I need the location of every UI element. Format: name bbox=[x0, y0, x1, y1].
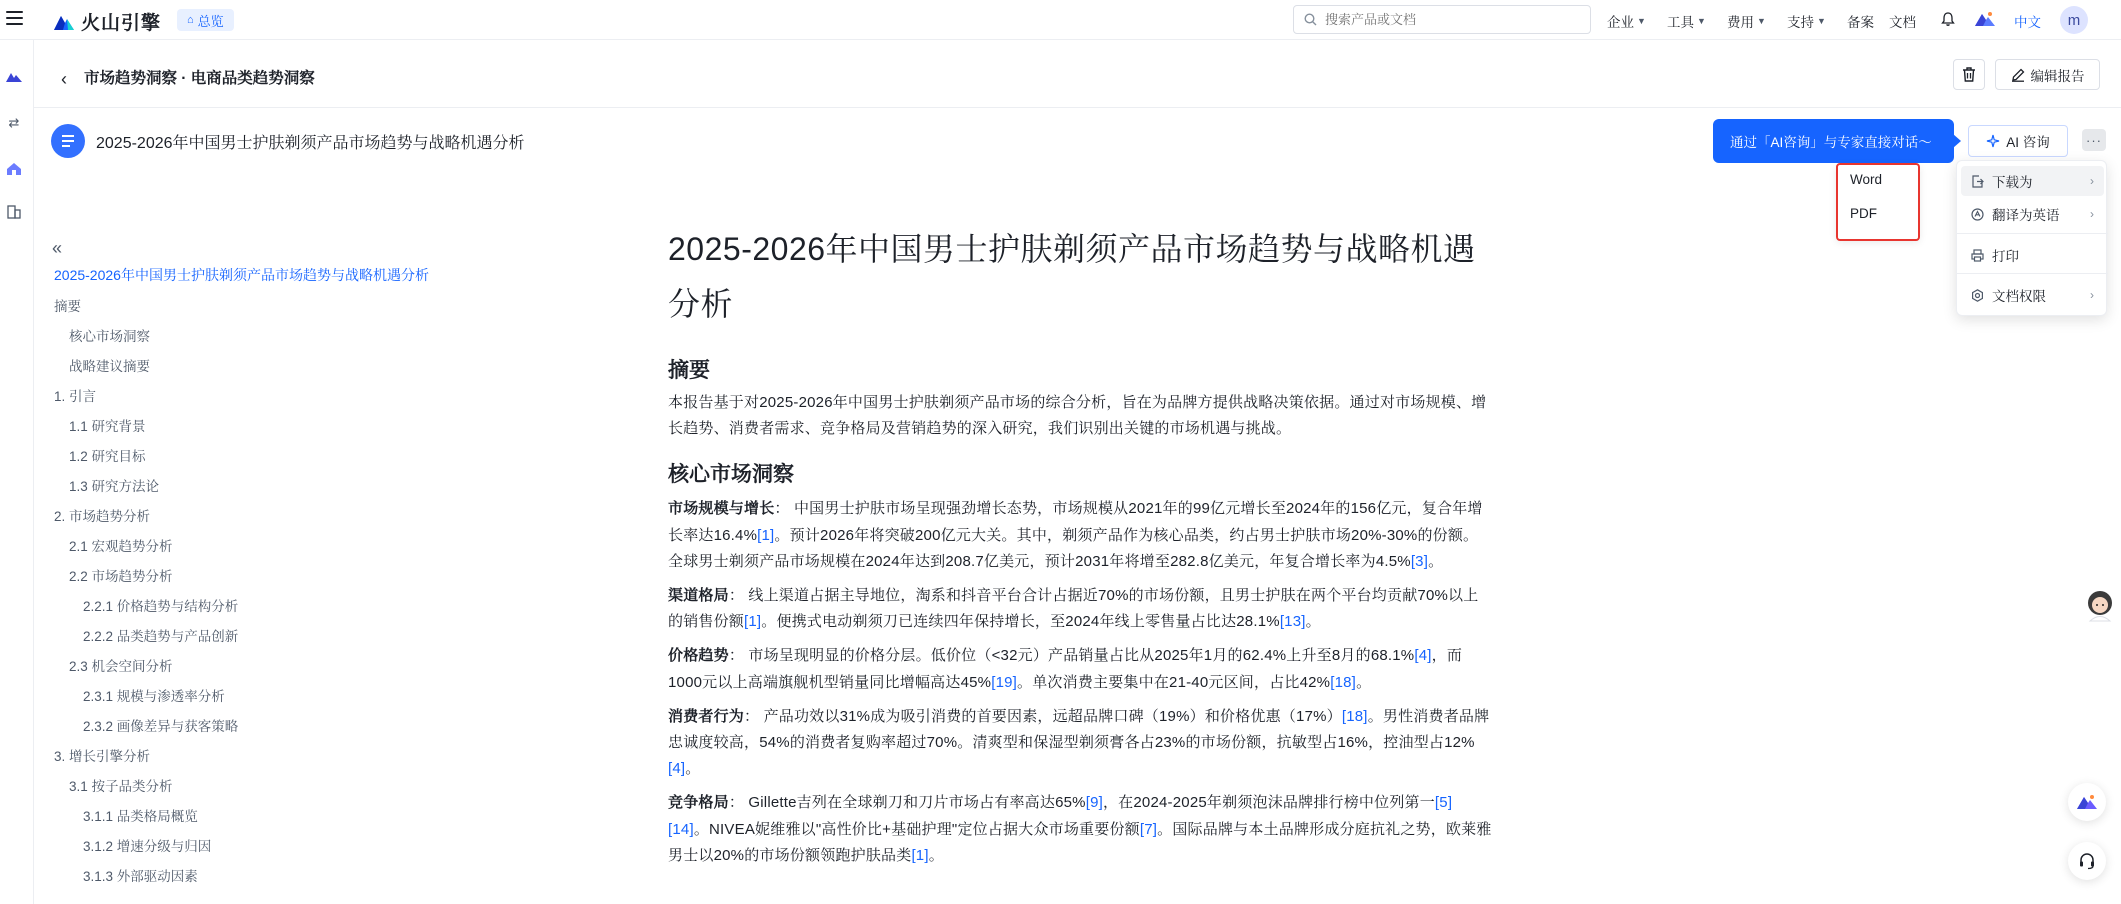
left-rail bbox=[0, 40, 34, 904]
toc-item[interactable]: 2.2 市场趋势分析 bbox=[69, 569, 173, 584]
home-icon: ⌂ bbox=[187, 14, 194, 26]
toc-item[interactable]: 摘要 bbox=[54, 299, 81, 314]
download-pdf-option[interactable]: PDF bbox=[1850, 206, 1877, 221]
more-options-menu bbox=[1956, 160, 2107, 316]
volcano-logo-icon bbox=[53, 13, 75, 31]
paragraph bbox=[668, 390, 1493, 442]
building-icon[interactable] bbox=[4, 202, 24, 222]
paragraph-text: 。 bbox=[1428, 552, 1444, 570]
page-header bbox=[34, 40, 2121, 108]
menu-icon[interactable] bbox=[6, 11, 23, 25]
citation-link[interactable]: [1] bbox=[744, 613, 762, 631]
paragraph-text: 。便携式电动剃须刀已连续四年保持增长，至2024年线上零售量占比达28.1% bbox=[761, 613, 1280, 631]
menu-item-print-label: 打印 bbox=[1992, 249, 2019, 264]
toc-item[interactable]: 1.1 研究背景 bbox=[69, 419, 146, 434]
citation-link[interactable]: [19] bbox=[991, 673, 1018, 691]
home-app-icon[interactable] bbox=[4, 159, 24, 179]
swap-icon[interactable]: ⇄ bbox=[8, 115, 20, 130]
section-heading: 摘要 bbox=[668, 359, 710, 382]
app-logo-icon[interactable] bbox=[4, 67, 24, 87]
chevron-right-icon: › bbox=[2090, 174, 2094, 188]
chevron-down-icon: ▼ bbox=[1697, 16, 1706, 26]
nav-filing-label: 备案 bbox=[1847, 15, 1874, 30]
toc-item[interactable]: 2025-2026年中国男士护肤剃须产品市场趋势与战略机遇分析 bbox=[54, 267, 429, 283]
paragraph-lead: 渠道格局 bbox=[668, 587, 729, 605]
toc-item[interactable]: 2.2.1 价格趋势与结构分析 bbox=[83, 599, 239, 614]
menu-item-permissions[interactable] bbox=[1961, 280, 2104, 310]
menu-item-translate-label: 翻译为英语 bbox=[1992, 208, 2060, 223]
paragraph-text: 。男性消费者品牌忠诚度较高，54%的消费者复购率超过70%。清爽型和保湿型剃须膏各占23%的市场份额，抗敏型占16%，控油型占12% bbox=[668, 707, 1490, 752]
paragraph bbox=[668, 643, 1493, 695]
paragraph-text: 。NIVEA妮维雅以"高性价比+基础护理"定位占据大众市场重要份额 bbox=[693, 820, 1140, 838]
paragraph-text: ，在2024-2025年剃须泡沫品牌排行榜中位列第一 bbox=[1102, 794, 1435, 812]
chevron-right-icon: › bbox=[2090, 207, 2094, 221]
toc-item[interactable]: 2.1 宏观趋势分析 bbox=[69, 539, 173, 554]
toc-item[interactable]: 1.2 研究目标 bbox=[69, 449, 146, 464]
ai-consult-tooltip-text: 通过「AI咨询」与专家直接对话～ bbox=[1730, 135, 1932, 150]
menu-item-download-label: 下载为 bbox=[1992, 175, 2033, 190]
ellipsis-icon: ··· bbox=[2086, 132, 2102, 148]
document-title: 2025-2026年中国男士护肤剃须产品市场趋势与战略机遇分析 bbox=[668, 231, 1476, 322]
citation-link[interactable]: [4] bbox=[1414, 647, 1432, 665]
top-navbar bbox=[0, 0, 2121, 40]
search-input[interactable] bbox=[1325, 12, 1565, 27]
paragraph-text: ： 线上渠道占据主导地位，淘系和抖音平台合计占据近70%的市场份额，且男士护肤在两个平台均贡献70%以上的销售份额 bbox=[668, 587, 1479, 631]
paragraph-text: 。 bbox=[685, 760, 701, 778]
nav-billing-label: 费用 bbox=[1727, 15, 1754, 30]
paragraph-text: ，而1000元以上高端旗舰机型销量同比增幅高达45% bbox=[668, 647, 1463, 691]
citation-link[interactable]: [1] bbox=[757, 526, 775, 544]
mountain-app-icon bbox=[2076, 793, 2098, 811]
toc-item[interactable]: 3.1.3 外部驱动因素 bbox=[83, 869, 198, 884]
paragraph-text: 。 bbox=[1305, 613, 1321, 631]
nav-tools[interactable] bbox=[1667, 11, 1706, 31]
menu-item-download[interactable] bbox=[1961, 166, 2104, 196]
toc-item[interactable]: 3.1 按子品类分析 bbox=[69, 779, 173, 794]
nav-docs[interactable] bbox=[1889, 11, 1916, 31]
customer-service-fab[interactable] bbox=[2068, 842, 2106, 880]
ai-consult-tooltip bbox=[1713, 119, 1954, 163]
paragraph-text: 。单次消费主要集中在21-40元区间，占比42% bbox=[1017, 673, 1331, 691]
paragraph-lead: 竞争格局 bbox=[668, 794, 729, 812]
paragraph bbox=[668, 496, 1493, 575]
menu-item-print[interactable] bbox=[1961, 240, 2104, 270]
citation-link[interactable]: [18] bbox=[1341, 707, 1368, 725]
menu-item-permissions-label: 文档权限 bbox=[1992, 289, 2046, 304]
toc-item[interactable]: 核心市场洞察 bbox=[69, 329, 150, 344]
brand-logo[interactable] bbox=[53, 8, 161, 35]
citation-link[interactable]: [18] bbox=[1330, 673, 1357, 691]
ai-helper-fab[interactable] bbox=[2068, 783, 2106, 821]
citation-link[interactable]: [3] bbox=[1410, 552, 1429, 570]
more-options-button[interactable] bbox=[2082, 129, 2106, 151]
chevron-down-icon: ▼ bbox=[1757, 16, 1766, 26]
chevron-right-icon: › bbox=[2090, 288, 2094, 302]
paragraph-lead: 市场规模与增长 bbox=[668, 500, 775, 518]
nav-docs-label: 文档 bbox=[1889, 15, 1916, 30]
breadcrumb: 市场趋势洞察 · 电商品类趋势洞察 bbox=[84, 70, 315, 87]
headset-icon bbox=[2078, 852, 2096, 870]
document-body bbox=[668, 222, 1493, 869]
chevron-down-icon: ▼ bbox=[1817, 16, 1826, 26]
assistant-avatar-icon[interactable] bbox=[2081, 586, 2119, 624]
paragraph bbox=[668, 790, 1493, 869]
paragraph-text: 。 bbox=[928, 846, 944, 864]
paragraph bbox=[668, 704, 1493, 783]
nav-support[interactable] bbox=[1787, 11, 1826, 31]
paragraph-text: 本报告基于对2025-2026年中国男士护肤剃须产品市场的综合分析，旨在为品牌方提供战略决策依据。通过对市场规模、增长趋势、消费者需求、竞争格局及营销趋势的深入研究，我们识别出关键的市场机遇与挑战。 bbox=[668, 394, 1487, 438]
paragraph-lead: 消费者行为 bbox=[668, 707, 745, 725]
download-format-submenu bbox=[1836, 163, 1920, 241]
toc-item[interactable]: 1. 引言 bbox=[54, 389, 97, 404]
toc-item[interactable]: 3.1.2 增速分级与归因 bbox=[83, 839, 212, 854]
delete-button[interactable] bbox=[1953, 59, 1985, 90]
toc-item[interactable]: 3. 增长引擎分析 bbox=[54, 749, 151, 764]
settings-icon bbox=[1971, 289, 1984, 302]
home-label: 总览 bbox=[197, 13, 224, 29]
download-icon bbox=[1971, 175, 1984, 188]
paragraph-text: 。 bbox=[1356, 673, 1372, 691]
paragraph-text: ： 中国男士护肤市场呈现强劲增长态势，市场规模从2021年的99亿元增长至2024年的156亿元，复合年增长率达16.4% bbox=[668, 500, 1483, 544]
citation-link[interactable]: [5][14] bbox=[668, 794, 1453, 838]
nav-tools-label: 工具 bbox=[1667, 15, 1694, 30]
sparkle-icon bbox=[1986, 134, 2000, 148]
paragraph bbox=[668, 583, 1493, 635]
paragraph-text: ： 市场呈现明显的价格分层。低价位（<32元）产品销量占比从2025年1月的62.4%上升至8月的68.1% bbox=[728, 647, 1415, 665]
edit-report-button[interactable] bbox=[1995, 59, 2100, 90]
mountain-app-icon[interactable] bbox=[1974, 10, 1996, 28]
print-icon bbox=[1971, 249, 1984, 262]
search-box[interactable] bbox=[1293, 5, 1591, 34]
paragraph-lead: 价格趋势 bbox=[668, 647, 729, 665]
pencil-icon bbox=[2011, 68, 2025, 82]
ai-consult-button[interactable] bbox=[1968, 125, 2068, 157]
citation-link[interactable]: [9] bbox=[1085, 794, 1103, 812]
bell-icon[interactable] bbox=[1940, 11, 1956, 27]
toc-item[interactable]: 1.3 研究方法论 bbox=[69, 479, 160, 494]
nav-enterprise[interactable] bbox=[1607, 11, 1646, 31]
user-avatar[interactable]: m bbox=[2060, 6, 2088, 34]
document-icon bbox=[51, 124, 85, 158]
section-heading: 核心市场洞察 bbox=[668, 463, 794, 487]
toc-item[interactable]: 战略建议摘要 bbox=[69, 359, 150, 374]
paragraph-text: 。预计2026年将突破200亿元大关。其中，剃须产品作为核心品类，约占男士护肤市场20%-30%的份额。全球男士剃须产品市场规模在2024年达到208.7亿美元，预计2031年将增至282.8亿美元，年复合增长率为4.5% bbox=[668, 526, 1479, 570]
collapse-toc-icon[interactable]: « bbox=[52, 238, 60, 258]
home-overview-button[interactable] bbox=[177, 9, 234, 31]
chevron-down-icon: ▼ bbox=[1637, 16, 1646, 26]
toc-item[interactable]: 2.2.2 品类趋势与产品创新 bbox=[83, 629, 239, 644]
paragraph-text: ： 产品功效以31%成为吸引消费的首要因素，远超品牌口碑（19%）和价格优惠（17%） bbox=[744, 707, 1342, 725]
toc-item[interactable]: 2.3.1 规模与渗透率分析 bbox=[83, 689, 225, 704]
citation-link[interactable]: [4] bbox=[668, 760, 686, 778]
toc-item[interactable]: 2. 市场趋势分析 bbox=[54, 509, 151, 524]
nav-filing[interactable] bbox=[1847, 11, 1874, 31]
download-word-option[interactable]: Word bbox=[1850, 172, 1883, 187]
citation-link[interactable]: [7] bbox=[1139, 820, 1158, 838]
brand-name: 火山引擎 bbox=[81, 13, 162, 34]
menu-divider bbox=[1957, 233, 2108, 234]
toc-item[interactable]: 3.1.1 品类格局概览 bbox=[83, 809, 198, 824]
toc-item[interactable]: 2.3 机会空间分析 bbox=[69, 659, 173, 674]
citation-link[interactable]: [13] bbox=[1279, 613, 1306, 631]
search-icon bbox=[1304, 13, 1317, 26]
nav-enterprise-label: 企业 bbox=[1607, 15, 1634, 30]
menu-divider bbox=[1957, 273, 2108, 274]
paragraph-text: 。国际品牌与本土品牌形成分庭抗礼之势，欧莱雅男士以20%的市场份额领跑护肤品类 bbox=[668, 820, 1492, 864]
document-bar-title: 2025-2026年中国男士护肤剃须产品市场趋势与战略机遇分析 bbox=[96, 135, 525, 152]
menu-item-translate[interactable] bbox=[1961, 199, 2104, 229]
citation-link[interactable]: [1] bbox=[911, 846, 929, 864]
ai-consult-label: AI 咨询 bbox=[2006, 135, 2050, 150]
language-switch[interactable]: 中文 bbox=[2014, 15, 2041, 30]
back-arrow-icon[interactable]: ‹ bbox=[61, 69, 67, 89]
translate-icon bbox=[1971, 208, 1984, 221]
toc-item[interactable]: 2.3.2 画像差异与获客策略 bbox=[83, 719, 239, 734]
paragraph-text: ： Gillette吉列在全球剃刀和刀片市场占有率高达65% bbox=[728, 794, 1086, 812]
edit-report-label: 编辑报告 bbox=[2030, 68, 2085, 84]
trash-icon bbox=[1962, 67, 1976, 82]
nav-billing[interactable] bbox=[1727, 11, 1766, 31]
nav-support-label: 支持 bbox=[1787, 15, 1814, 30]
